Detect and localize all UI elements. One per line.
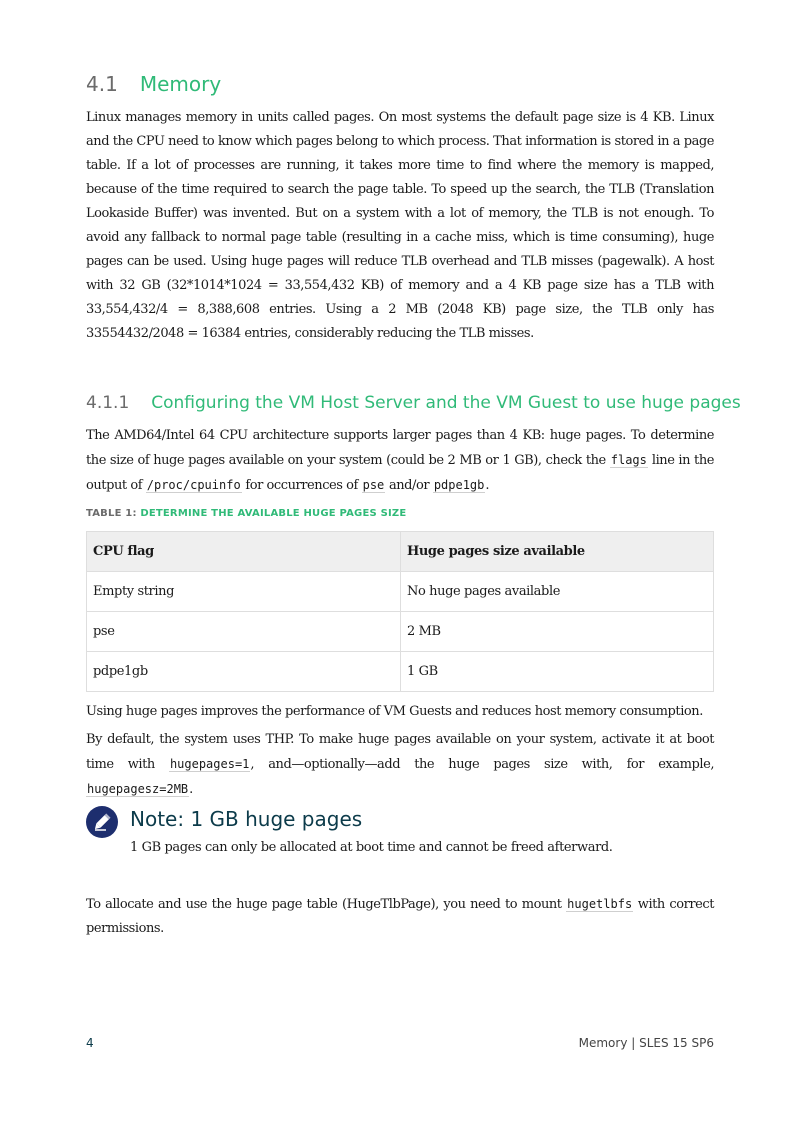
text-run: line in the output of: [86, 453, 714, 493]
table-caption-label: TABLE 1:: [86, 508, 141, 519]
table-row: [87, 652, 714, 692]
text-run: , and—optionally—add the huge pages size with, for example,: [250, 757, 714, 772]
code-hugepages: hugepages=1: [169, 757, 250, 771]
text-run: and/or: [385, 478, 433, 493]
pencil-icon: [86, 806, 118, 838]
section-heading: [86, 70, 221, 98]
paragraph-thp: [86, 728, 714, 802]
page-number: 4: [86, 1036, 94, 1050]
table-cell: Empty string: [87, 572, 401, 612]
paragraph-performance: Using huge pages improves the performance of VM Guests and reduces host memory consumption.: [86, 704, 703, 719]
code-hugetlbfs: hugetlbfs: [567, 897, 633, 911]
table-cell: pdpe1gb: [87, 652, 401, 692]
huge-pages-table: [86, 531, 714, 692]
text-run: for occurrences of: [241, 478, 362, 493]
code-pse: pse: [362, 478, 385, 492]
table-cell: No huge pages available: [401, 572, 714, 612]
subsection-number: 4.1.1: [86, 393, 130, 413]
text-run: To allocate and use the huge page table (HugeTlbPage), you need to mount: [86, 897, 567, 912]
text-run: By default, the system uses THP. To make huge pages available on your system, activate it at boot time with: [86, 732, 714, 772]
table-header-row: [87, 532, 714, 572]
code-pdpe1gb: pdpe1gb: [433, 478, 485, 492]
code-hugepagesz: hugepagesz=2MB: [87, 782, 189, 796]
table-header-cpu-flag: CPU flag: [87, 532, 401, 572]
text-run: .: [485, 478, 490, 493]
table-caption: [86, 508, 406, 519]
table-cell: pse: [87, 612, 401, 652]
paragraph-cpu-architecture: [86, 424, 714, 498]
paragraph-hugetlbfs: [86, 892, 714, 941]
subsection-title: Configuring the VM Host Server and the VM Guest to use huge pages: [151, 393, 741, 413]
footer-text: Memory | SLES 15 SP6: [578, 1036, 714, 1050]
table-header-size: Huge pages size available: [401, 532, 714, 572]
text-run: The AMD64/Intel 64 CPU architecture supports larger pages than 4 KB: huge pages. To determine the size of huge pages available on your system (could be 2 MB or 1 GB), check the: [86, 428, 714, 468]
text-run: with correct permissions.: [86, 897, 715, 936]
paragraph-intro: Linux manages memory in units called pages. On most systems the default page size is 4 KB. Linux and the CPU need to know which pages belong to which process. That information is stored in a page table. If a lot of processes are running, it takes more time to find where the memory is mapped, because of the time required to search the page table. To speed up the search, the TLB (Translation Lookaside Buffer) was invented. But on a system with a lot of memory, the TLB is not enough. To avoid any fallback to normal page table (resulting in a cache miss, which is time consuming), huge pages can be used. Using huge pages will reduce TLB overhead and TLB misses (pagewalk). A host with 32 GB (32*1014*1024 = 33,554,432 KB) of memory and a 4 KB page size has a TLB with 33,554,432/4 = 8,388,608 entries. Using a 2 MB (2048 KB) page size, the TLB only has 33554432/2048 = 16384 entries, considerably reducing the TLB misses.: [86, 110, 714, 341]
subsection-heading: [86, 390, 741, 416]
table-caption-text: DETERMINE THE AVAILABLE HUGE PAGES SIZE: [140, 508, 407, 519]
table-cell: 1 GB: [401, 652, 714, 692]
table-cell: 2 MB: [401, 612, 714, 652]
text-run: .: [189, 782, 193, 797]
table-row: [87, 612, 714, 652]
table-row: [87, 572, 714, 612]
section-number: 4.1: [86, 72, 118, 96]
code-proc-cpuinfo: /proc/cpuinfo: [146, 478, 241, 492]
note-title: Note: 1 GB huge pages: [130, 807, 363, 831]
section-title: Memory: [139, 72, 222, 96]
note-body: 1 GB pages can only be allocated at boot time and cannot be freed afterward.: [130, 840, 613, 855]
code-flags: flags: [610, 453, 647, 467]
